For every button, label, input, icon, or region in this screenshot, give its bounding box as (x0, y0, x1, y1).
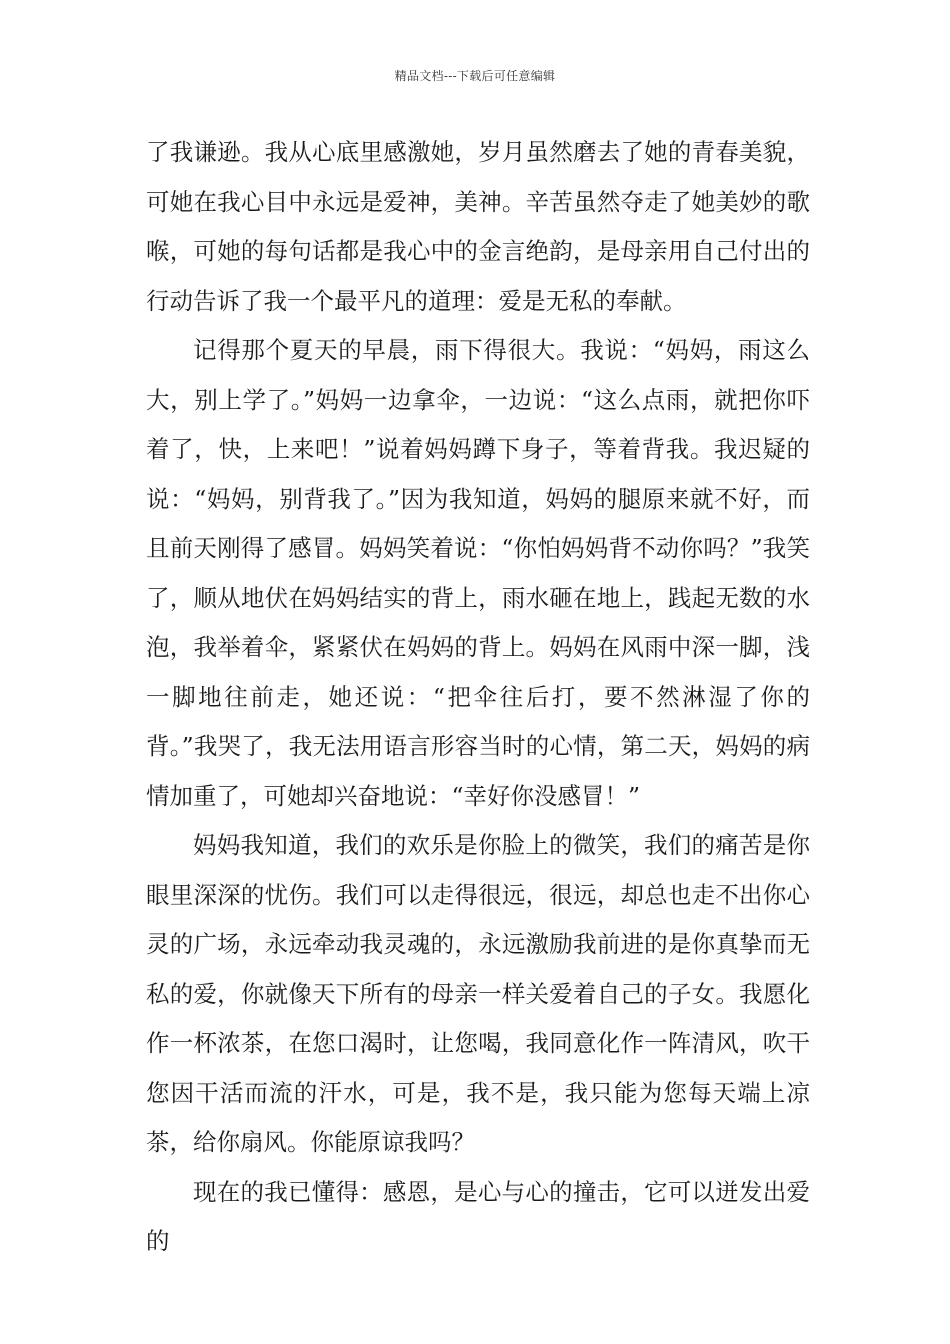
paragraph-4: 现在的我已懂得：感恩，是心与心的撞击，它可以迸发出爱的 (146, 1177, 810, 1255)
paragraph-2: 记得那个夏天的早晨，雨下得很大。我说：“妈妈，雨这么大，别上学了。”妈妈一边拿伞，一边说：“这么点雨，就把你吓着了，快，上来吧！”说着妈妈蹲下身子，等着背我。我迟疑的说：“妈妈，别背我了。”因为我知道，妈妈的腿原来就不好，而且前天刚得了感冒。妈妈笑着说：“你怕妈妈背不动你吗？”我笑了，顺从地伏在妈妈结实的背上，雨水砸在地上，践起无数的水泡，我举着伞，紧紧伏在妈妈的背上。妈妈在风雨中深一脚，浅一脚地往前走，她还说：“把伞往后打，要不然淋湿了你的背。”我哭了，我无法用语言形容当时的心情，第二天，妈妈的病情加重了，可她却兴奋地说：“幸好你没感冒！” (146, 336, 810, 810)
document-body (146, 128, 810, 1267)
page-header: 精品文档---下载后可任意编辑 (394, 69, 556, 83)
paragraph-1: 了我谦逊。我从心底里感激她，岁月虽然磨去了她的青春美貌，可她在我心目中永远是爱神，美神。辛苦虽然夺走了她美妙的歌喉，可她的每句话都是我心中的金言绝韵，是母亲用自己付出的行动告诉了我一个最平凡的道理：爱是无私的奉献。 (146, 138, 810, 315)
paragraph-3: 妈妈我知道，我们的欢乐是你脸上的微笑，我们的痛苦是你眼里深深的忧伤。我们可以走得很远，很远，却总也走不出你心灵的广场，永远牵动我灵魂的，永远激励我前进的是你真挚而无私的爱，你就像天下所有的母亲一样关爱着自己的子女。我愿化作一杯浓茶，在您口渴时，让您喝，我同意化作一阵清风，吹干您因干活而流的汗水，可是，我不是，我只能为您每天端上凉茶，给你扇风。你能原谅我吗？ (146, 831, 810, 1156)
